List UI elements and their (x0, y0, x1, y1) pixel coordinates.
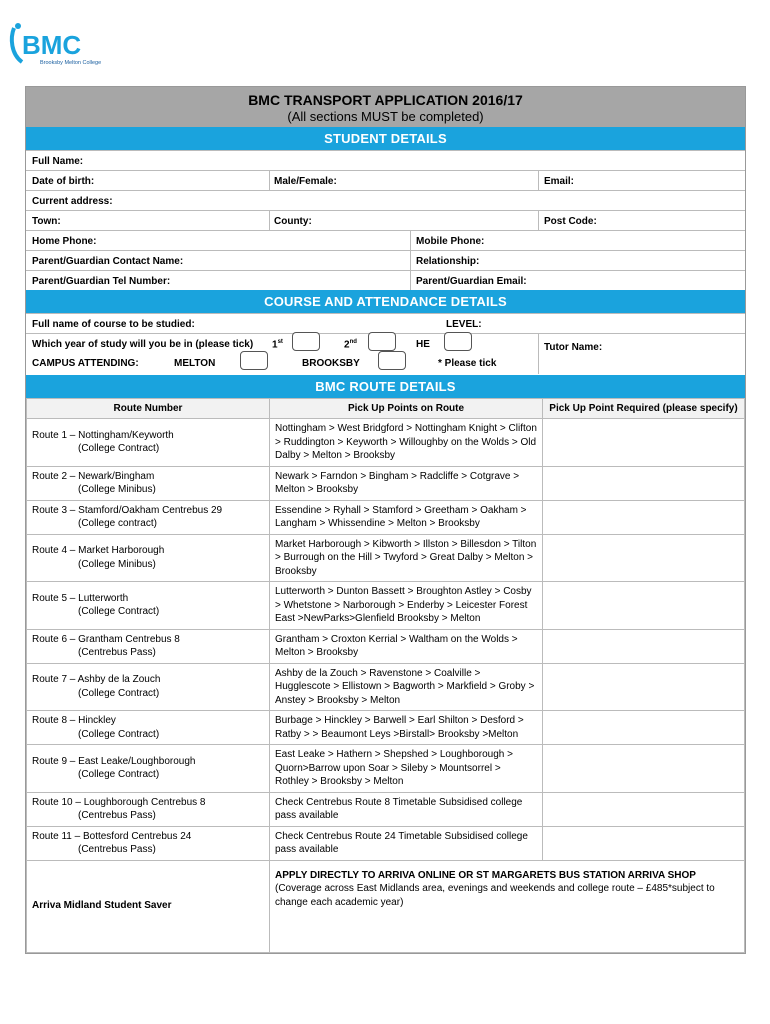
arriva-coverage: (Coverage across East Midlands area, evenings and weekends and college route – £485*subject to change each academic year) (275, 883, 715, 908)
route-number: Route 3 – Stamford/Oakham Centrebus 29 (College contract) (27, 500, 270, 534)
route-number: Route 10 – Loughborough Centrebus 8 (Centrebus Pass) (27, 792, 270, 826)
course-name-row[interactable]: Full name of course to be studied: LEVEL: (26, 313, 745, 333)
arriva-name: Arriva Midland Student Saver (27, 860, 270, 952)
route-table (26, 398, 745, 953)
col-required: Pick Up Point Required (please specify) (543, 399, 745, 419)
pickup-required-field[interactable] (543, 500, 745, 534)
year-1-checkbox[interactable] (292, 332, 320, 351)
student-details-header: STUDENT DETAILS (26, 127, 745, 150)
full-name-row[interactable]: Full Name: (26, 150, 745, 170)
pickup-required-field[interactable] (543, 466, 745, 500)
pickup-points: Market Harborough > Kibworth > Illston > Billesdon > Tilton > Burrough on the Hill > Twyford > Great Dalby > Melton > Brooksby (270, 534, 543, 582)
route-row (27, 466, 745, 500)
pickup-required-field[interactable] (543, 792, 745, 826)
pickup-points: Ashby de la Zouch > Ravenstone > Coalville > Hugglescote > Ellistown > Bagworth > Markfield > Groby > Anstey > Brooksby > Melton (270, 663, 543, 711)
pickup-points: Burbage > Hinckley > Barwell > Earl Shilton > Desford > Ratby > > Beaumont Leys >Birstall> Brooksby >Melton (270, 711, 543, 745)
pickup-points: Check Centrebus Route 24 Timetable Subsidised college pass available (270, 826, 543, 860)
route-row (27, 826, 745, 860)
address-row[interactable]: Current address: (26, 190, 745, 210)
course-details-header: COURSE AND ATTENDANCE DETAILS (26, 290, 745, 313)
route-row (27, 711, 745, 745)
route-number: Route 6 – Grantham Centrebus 8 (Centrebus Pass) (27, 629, 270, 663)
route-row (27, 500, 745, 534)
route-number: Route 7 – Ashby de la Zouch (College Contract) (27, 663, 270, 711)
pickup-required-field[interactable] (543, 629, 745, 663)
pickup-points: Newark > Farndon > Bingham > Radcliffe > Cotgrave > Melton > Brooksby (270, 466, 543, 500)
pickup-points: East Leake > Hathern > Shepshed > Loughborough > Quorn>Barrow upon Soar > Sileby > Mountsorrel > Rothley > Brooksby > Melton (270, 745, 543, 793)
form-title: BMC TRANSPORT APPLICATION 2016/17 (26, 87, 745, 109)
logo-brand: BMC (22, 30, 82, 60)
pickup-required-field[interactable] (543, 534, 745, 582)
route-number: Route 1 – Nottingham/Keyworth (College Contract) (27, 419, 270, 467)
arriva-instruction: APPLY DIRECTLY TO ARRIVA ONLINE OR ST MARGARETS BUS STATION ARRIVA SHOP (275, 869, 696, 881)
campus-row: CAMPUS ATTENDING: MELTON BROOKSBY * Please tick (26, 353, 745, 373)
he-checkbox[interactable] (444, 332, 472, 351)
route-number: Route 5 – Lutterworth (College Contract) (27, 582, 270, 630)
route-details-header: BMC ROUTE DETAILS (26, 375, 745, 398)
pickup-required-field[interactable] (543, 711, 745, 745)
route-number: Route 8 – Hinckley (College Contract) (27, 711, 270, 745)
pickup-points: Nottingham > West Bridgford > Nottingham Knight > Clifton > Ruddington > Keyworth > Willoughby on the Wolds > Old Dalby > Melton > Brooksby (270, 419, 543, 467)
guardian-name-row[interactable]: Parent/Guardian Contact Name: Relationship: (26, 250, 745, 270)
form-subtitle: (All sections MUST be completed) (26, 109, 745, 127)
route-row (27, 582, 745, 630)
pickup-required-field[interactable] (543, 419, 745, 467)
phone-row[interactable]: Home Phone: Mobile Phone: (26, 230, 745, 250)
pickup-points: Grantham > Croxton Kerrial > Waltham on the Wolds > Melton > Brooksby (270, 629, 543, 663)
route-number: Route 9 – East Leake/Loughborough (College Contract) (27, 745, 270, 793)
route-row (27, 745, 745, 793)
route-number: Route 11 – Bottesford Centrebus 24 (Centrebus Pass) (27, 826, 270, 860)
pickup-required-field[interactable] (543, 582, 745, 630)
pickup-required-field[interactable] (543, 663, 745, 711)
brooksby-checkbox[interactable] (378, 351, 406, 370)
melton-checkbox[interactable] (240, 351, 268, 370)
pickup-points: Check Centrebus Route 8 Timetable Subsidised college pass available (270, 792, 543, 826)
pickup-required-field[interactable] (543, 745, 745, 793)
route-number: Route 4 – Market Harborough (College Minibus) (27, 534, 270, 582)
pickup-points: Lutterworth > Dunton Bassett > Broughton Astley > Cosby > Whetstone > Narborough > Enderby > Leicester Forest East >NewParks>Glenfield Brooksby > Melton (270, 582, 543, 630)
col-points: Pick Up Points on Route (270, 399, 543, 419)
route-row (27, 629, 745, 663)
application-form (25, 86, 746, 954)
town-row[interactable]: Town: County: Post Code: (26, 210, 745, 230)
guardian-tel-row[interactable]: Parent/Guardian Tel Number: Parent/Guardian Email: (26, 270, 745, 290)
pickup-points: Essendine > Ryhall > Stamford > Greetham > Oakham > Langham > Whissendine > Melton > Brooksby (270, 500, 543, 534)
route-number: Route 2 – Newark/Bingham (College Minibus) (27, 466, 270, 500)
route-row (27, 534, 745, 582)
year-row: Which year of study will you be in (please tick) 1st 2nd HE Tutor Name: (26, 333, 745, 353)
route-row (27, 663, 745, 711)
bmc-logo (8, 20, 118, 72)
logo-subtitle: Brooksby Melton College (40, 60, 102, 66)
dob-row[interactable]: Date of birth: Male/Female: Email: (26, 170, 745, 190)
route-row (27, 419, 745, 467)
col-route: Route Number (27, 399, 270, 419)
arriva-row (27, 860, 745, 952)
route-row (27, 792, 745, 826)
pickup-required-field[interactable] (543, 826, 745, 860)
year-2-checkbox[interactable] (368, 332, 396, 351)
